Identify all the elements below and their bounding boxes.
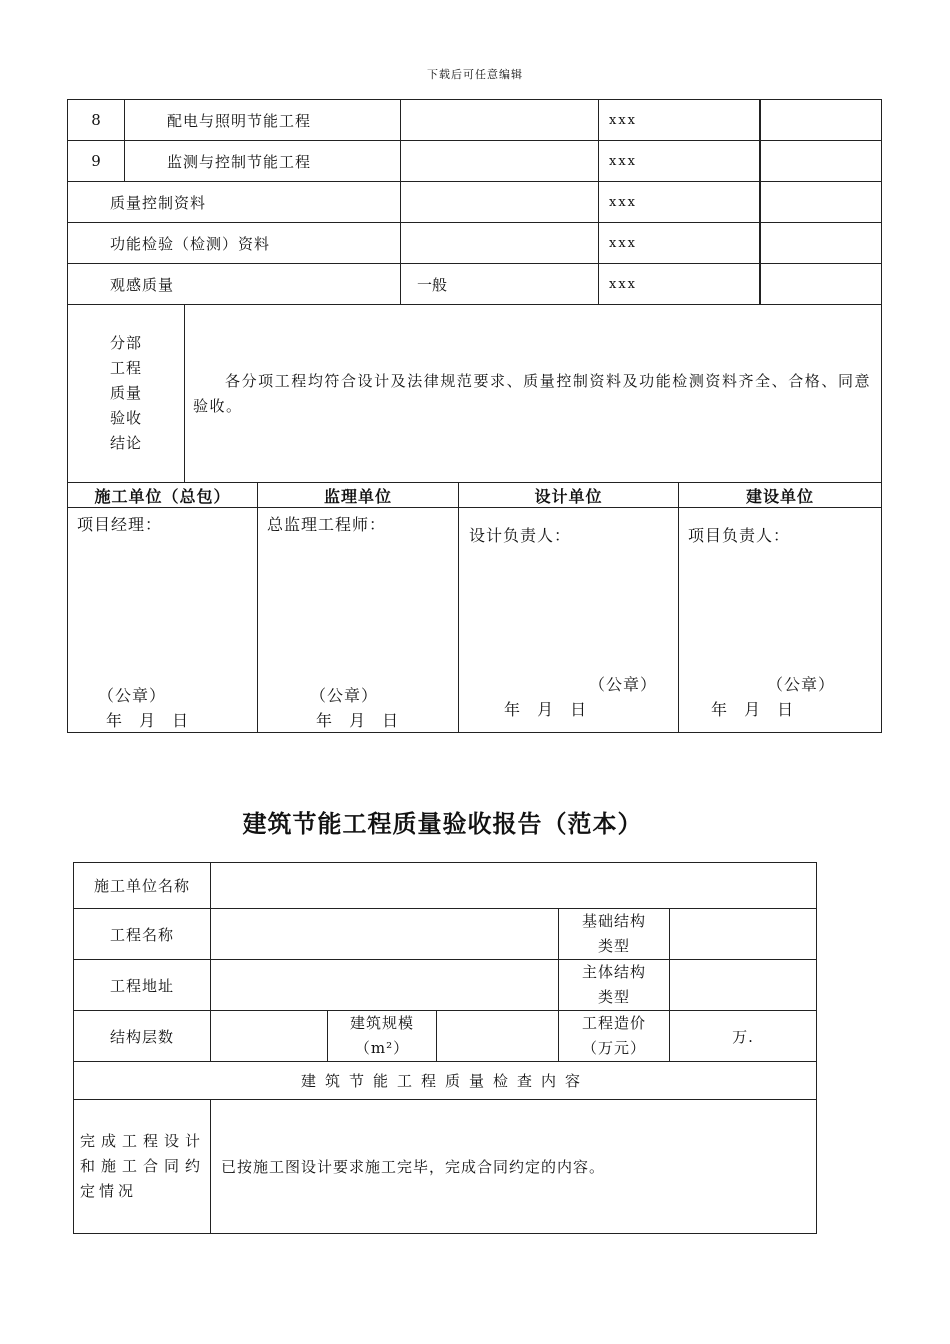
conclusion-text: 各分项工程均符合设计及法律规范要求、质量控制资料及功能检测资料齐全、合格、同意验收。: [185, 305, 882, 483]
header-note: 下载后可任意编辑: [427, 68, 523, 81]
conclusion-label-line: 质量: [110, 384, 143, 402]
date-text: 年 月 日: [316, 711, 400, 730]
summary-check: xxx: [599, 223, 760, 264]
foundation-type-label: [559, 909, 670, 960]
signature-cell: [258, 508, 459, 733]
date-text: 年 月 日: [504, 700, 588, 719]
summary-name: 功能检验（检测）资料: [68, 223, 401, 264]
table-row: [74, 1100, 817, 1234]
summary-value: [401, 182, 599, 223]
report-table: [73, 862, 817, 1234]
project-cost-label-line: 工程造价: [581, 1014, 646, 1032]
table-row: [68, 100, 882, 141]
item-check: xxx: [599, 100, 760, 141]
summary-extra: [760, 264, 882, 305]
completion-value: 已按施工图设计要求施工完毕，完成合同约定的内容。: [211, 1100, 817, 1234]
project-cost-label-line: （万元）: [581, 1039, 646, 1057]
project-name-label: 工程名称: [74, 909, 211, 960]
signatory-role: 项目负责人：: [688, 526, 791, 545]
signature-cell: [459, 508, 679, 733]
foundation-type-label-line: 类型: [597, 937, 630, 955]
summary-name: 质量控制资料: [68, 182, 401, 223]
unit-header: 监理单位: [258, 483, 459, 508]
signature-cell: [679, 508, 882, 733]
main-structure-value: [670, 960, 817, 1011]
signature-table: [67, 482, 882, 733]
unit-header: 设计单位: [459, 483, 679, 508]
row-number: 8: [68, 100, 125, 141]
items-table: [67, 99, 882, 483]
table-row: [68, 182, 882, 223]
item-extra: [760, 141, 882, 182]
item-value: [401, 141, 599, 182]
date-text: 年 月 日: [106, 711, 190, 730]
project-cost-label: [559, 1011, 670, 1062]
item-name: 监测与控制节能工程: [125, 141, 401, 182]
project-name-value: [211, 909, 559, 960]
item-name: 配电与照明节能工程: [125, 100, 401, 141]
conclusion-label-line: 结论: [110, 434, 143, 452]
project-address-label: 工程地址: [74, 960, 211, 1011]
foundation-type-value: [670, 909, 817, 960]
unit-header: 施工单位（总包）: [68, 483, 258, 508]
main-structure-label-line: 主体结构: [581, 963, 646, 981]
summary-check: xxx: [599, 182, 760, 223]
signature-cell: [68, 508, 258, 733]
table-row: [68, 223, 882, 264]
conclusion-label: [68, 305, 185, 483]
signatory-role: 总监理工程师：: [267, 515, 387, 534]
item-extra: [760, 100, 882, 141]
project-address-value: [211, 960, 559, 1011]
summary-extra: [760, 182, 882, 223]
building-scale-value: [437, 1011, 559, 1062]
construction-unit-label: 施工单位名称: [74, 863, 211, 909]
signature-body-row: [68, 508, 882, 733]
row-number: 9: [68, 141, 125, 182]
summary-check: xxx: [599, 264, 760, 305]
building-scale-label: [328, 1011, 437, 1062]
completion-label: 完成工程设计和施工合同约定情况: [74, 1100, 211, 1234]
signatory-role: 设计负责人：: [469, 526, 572, 545]
unit-header: 建设单位: [679, 483, 882, 508]
building-scale-label-line: 建筑规模: [349, 1014, 414, 1032]
table-row: [74, 909, 817, 960]
seal-text: （公章）: [767, 675, 836, 694]
seal-text: （公章）: [310, 686, 379, 705]
table-row: [74, 960, 817, 1011]
conclusion-label-line: 分部: [110, 334, 143, 352]
floors-value: [211, 1011, 328, 1062]
summary-value: 一般: [401, 264, 599, 305]
conclusion-row: [68, 305, 882, 483]
main-structure-label-line: 类型: [597, 988, 630, 1006]
date-text: 年 月 日: [711, 700, 795, 719]
table-row: [68, 141, 882, 182]
table-row: [68, 264, 882, 305]
table-row: [74, 1011, 817, 1062]
construction-unit-value: [211, 863, 817, 909]
item-value: [401, 100, 599, 141]
report-title: 建筑节能工程质量验收报告（范本）: [242, 809, 643, 838]
project-cost-value: 万.: [670, 1011, 817, 1062]
main-structure-label: [559, 960, 670, 1011]
summary-name: 观感质量: [68, 264, 401, 305]
foundation-type-label-line: 基础结构: [581, 912, 646, 930]
seal-text: （公章）: [98, 686, 167, 705]
conclusion-label-line: 验收: [110, 409, 143, 427]
floors-label: 结构层数: [74, 1011, 211, 1062]
item-check: xxx: [599, 141, 760, 182]
summary-value: [401, 223, 599, 264]
summary-extra: [760, 223, 882, 264]
conclusion-label-line: 工程: [110, 359, 143, 377]
building-scale-label-line: （m²）: [354, 1039, 410, 1057]
signature-header-row: [68, 483, 882, 508]
table-row: [74, 1062, 817, 1100]
section-header: 建筑节能工程质量检查内容: [74, 1062, 817, 1100]
table-row: [74, 863, 817, 909]
signatory-role: 项目经理：: [77, 515, 163, 534]
seal-text: （公章）: [589, 675, 658, 694]
